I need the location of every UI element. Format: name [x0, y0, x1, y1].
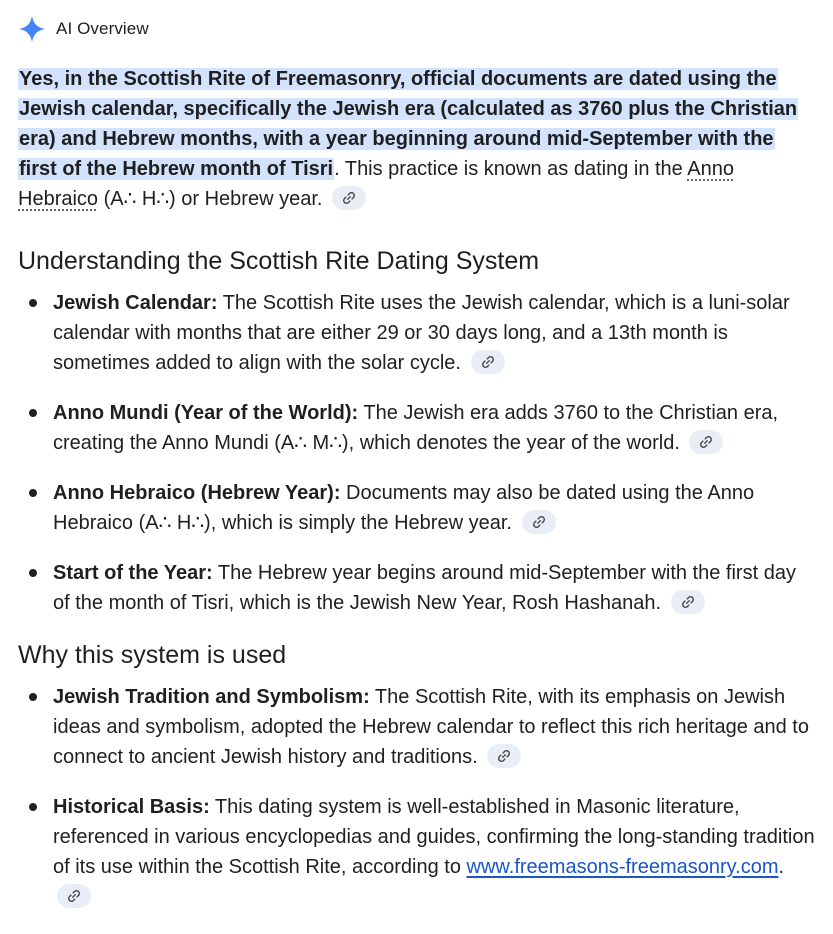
list-item-text: Documents may also be dated using the Anno Hebraico (A∴ H∴), which is simply the Hebrew year.: [53, 482, 755, 534]
bullet-dot: [29, 693, 37, 701]
source-link-chip[interactable]: [522, 510, 556, 534]
link-icon: [67, 889, 81, 903]
list-item-term: Jewish Calendar:: [53, 292, 218, 314]
list-item-text: The Scottish Rite uses the Jewish calendar, which is a luni-solar calendar with months that are either 29 or 30 days long, and a 13th month is sometimes added to align with the solar cycle.: [53, 292, 790, 374]
why-used-list: [18, 682, 815, 912]
bullet-dot: [29, 489, 37, 497]
list-item-term: Anno Hebraico (Hebrew Year):: [53, 482, 341, 504]
source-link-chip[interactable]: [487, 744, 521, 768]
list-item-text: The Hebrew year begins around mid-September with the first day of the month of Tisri, which is the Jewish New Year, Rosh Hashanah.: [53, 562, 796, 614]
bullet-dot: [29, 569, 37, 577]
list-item-term: Jewish Tradition and Symbolism:: [53, 686, 370, 708]
source-link-chip[interactable]: [671, 590, 705, 614]
sparkle-icon: [18, 15, 46, 43]
list-item-term: Anno Mundi (Year of the World):: [53, 402, 359, 424]
section-heading-why-used: Why this system is used: [18, 641, 287, 669]
link-icon: [481, 355, 495, 369]
freemasonry-site-link[interactable]: www.freemasons-freemasonry.com: [466, 856, 779, 878]
list-item: [18, 558, 815, 618]
bullet-dot: [29, 803, 37, 811]
list-item-text-end: .: [778, 856, 785, 878]
list-item: [18, 792, 815, 912]
link-icon: [681, 595, 695, 609]
anno-hebraico-term-link[interactable]: Anno Hebraico: [18, 158, 734, 210]
list-item: [18, 288, 815, 378]
list-item-text: The Jewish era adds 3760 to the Christian era, creating the Anno Mundi (A∴ M∴), which denotes the year of the world.: [53, 402, 779, 454]
link-icon: [532, 515, 546, 529]
intro-tail: (A∴ H∴) or Hebrew year.: [98, 188, 323, 210]
source-link-chip[interactable]: [689, 430, 723, 454]
intro-text: . This practice is known as dating in the: [334, 158, 688, 180]
ai-overview-header: [18, 14, 815, 44]
list-item: [18, 682, 815, 772]
section-heading-dating-system: Understanding the Scottish Rite Dating System: [18, 247, 540, 275]
source-link-chip[interactable]: [57, 884, 91, 908]
highlighted-answer: Yes, in the Scottish Rite of Freemasonry, official documents are dated using the Jewish calendar, specifically the Jewish era (calculated as 3760 plus the Christian era) and Hebrew months, with a year beginning around mid-September with the first of the Hebrew month of Tisri: [19, 68, 798, 180]
dating-system-list: [18, 288, 815, 618]
ai-overview-title: AI Overview: [56, 19, 149, 38]
bullet-dot: [29, 409, 37, 417]
list-item: [18, 398, 815, 458]
list-item-text: The Scottish Rite, with its emphasis on Jewish ideas and symbolism, adopted the Hebrew calendar to reflect this rich heritage and to connect to ancient Jewish history and traditions.: [53, 686, 809, 768]
list-item-term: Historical Basis:: [53, 796, 210, 818]
link-icon: [699, 435, 713, 449]
intro-paragraph: [18, 64, 815, 214]
list-item-term: Start of the Year:: [53, 562, 213, 584]
link-icon: [497, 749, 511, 763]
bullet-dot: [29, 299, 37, 307]
link-icon: [342, 191, 356, 205]
source-link-chip[interactable]: [332, 186, 366, 210]
list-item: [18, 478, 815, 538]
source-link-chip[interactable]: [471, 350, 505, 374]
list-item-text: This dating system is well-established in Masonic literature, referenced in various encyclopedias and guides, confirming the long-standing tradition of its use within the Scottish Rite, according to: [53, 796, 815, 878]
